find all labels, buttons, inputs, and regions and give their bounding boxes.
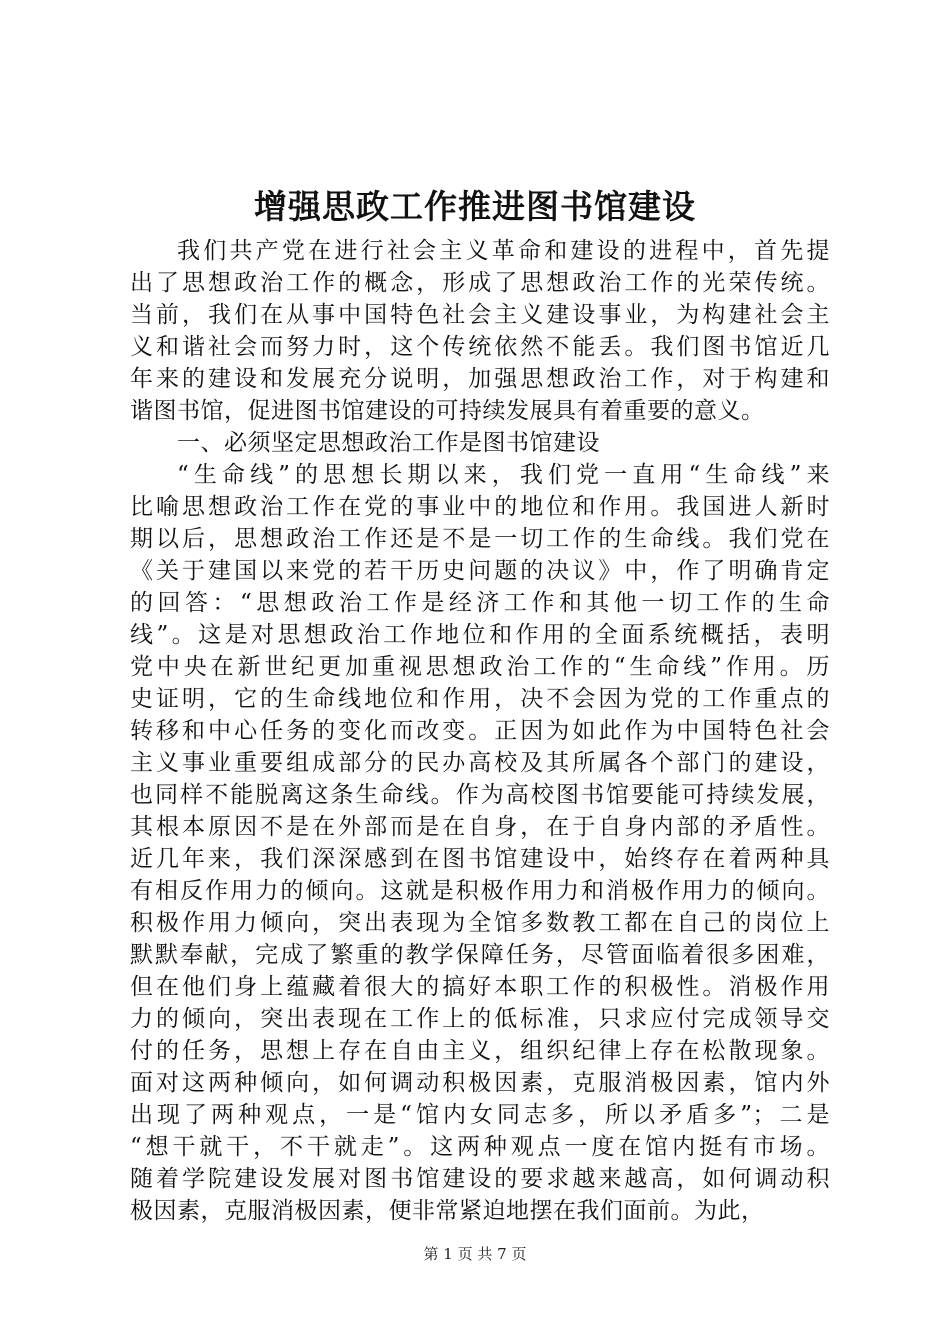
page-title: 增强思政工作推进图书馆建设 — [254, 187, 696, 226]
text-line: 默默奉献，完成了繁重的教学保障任务，尽管面临着很多困难， — [130, 942, 830, 968]
document-body — [130, 235, 830, 1227]
text-line: 近几年来，我们深深感到在图书馆建设中，始终存在着两种具 — [130, 846, 830, 872]
text-line: 但在他们身上蕴藏着很大的搞好本职工作的积极性。消极作用 — [130, 974, 830, 1000]
text-line: 随着学院建设发展对图书馆建设的要求越来越高，如何调动积 — [130, 1166, 830, 1192]
text-line: 主义事业重要组成部分的民办高校及其所属各个部门的建设， — [130, 750, 830, 776]
text-line: 有相反作用力的倾向。这就是积极作用力和消极作用力的倾向。 — [130, 878, 830, 904]
text-line: 期以后，思想政治工作还是不是一切工作的生命线。我们党在 — [130, 526, 830, 552]
text-line: 力的倾向，突出表现在工作上的低标准，只求应付完成领导交 — [130, 1006, 830, 1032]
text-line: 史证明，它的生命线地位和作用，决不会因为党的工作重点的 — [130, 686, 830, 712]
text-line: 面对这两种倾向，如何调动积极因素，克服消极因素，馆内外 — [130, 1070, 830, 1096]
text-line: 义和谐社会而努力时，这个传统依然不能丢。我们图书馆近几 — [130, 334, 830, 360]
text-line: 也同样不能脱离这条生命线。作为高校图书馆要能可持续发展， — [130, 782, 830, 808]
text-line: 出了思想政治工作的概念，形成了思想政治工作的光荣传统。 — [130, 270, 830, 296]
text-line: “生命线”的思想长期以来，我们党一直用“生命线”来 — [177, 462, 830, 488]
text-line: 一、必须坚定思想政治工作是图书馆建设 — [177, 430, 600, 456]
text-line: 线”。这是对思想政治工作地位和作用的全面系统概括，表明 — [130, 622, 830, 648]
text-line: 年来的建设和发展充分说明，加强思想政治工作，对于构建和 — [130, 366, 830, 392]
text-line: 积极作用力倾向，突出表现为全馆多数教工都在自己的岗位上 — [130, 910, 830, 936]
text-line: 的回答：“思想政治工作是经济工作和其他一切工作的生命 — [130, 590, 830, 616]
text-line: 我们共产党在进行社会主义革命和建设的进程中，首先提 — [177, 238, 830, 264]
text-line: 当前，我们在从事中国特色社会主义建设事业，为构建社会主 — [130, 302, 830, 328]
text-line: 转移和中心任务的变化而改变。正因为如此作为中国特色社会 — [130, 718, 830, 744]
text-line: 其根本原因不是在外部而是在自身，在于自身内部的矛盾性。 — [130, 814, 830, 840]
text-line: 出现了两种观点，一是“馆内女同志多，所以矛盾多”；二是 — [130, 1102, 830, 1128]
text-line: 比喻思想政治工作在党的事业中的地位和作用。我国进人新时 — [130, 494, 830, 520]
page-footer: 第 1 页 共 7 页 — [423, 1245, 527, 1263]
text-line: 谐图书馆，促进图书馆建设的可持续发展具有着重要的意义。 — [130, 398, 765, 424]
text-line: “想干就干，不干就走”。这两种观点一度在馆内挺有市场。 — [130, 1134, 830, 1160]
text-line: 《关于建国以来党的若干历史问题的决议》中，作了明确肯定 — [130, 558, 830, 584]
text-line: 极因素，克服消极因素，便非常紧迫地摆在我们面前。为此， — [130, 1198, 765, 1224]
text-line: 付的任务，思想上存在自由主义，组织纪律上存在松散现象。 — [130, 1038, 830, 1064]
text-line: 党中央在新世纪更加重视思想政治工作的“生命线”作用。历 — [130, 654, 830, 680]
